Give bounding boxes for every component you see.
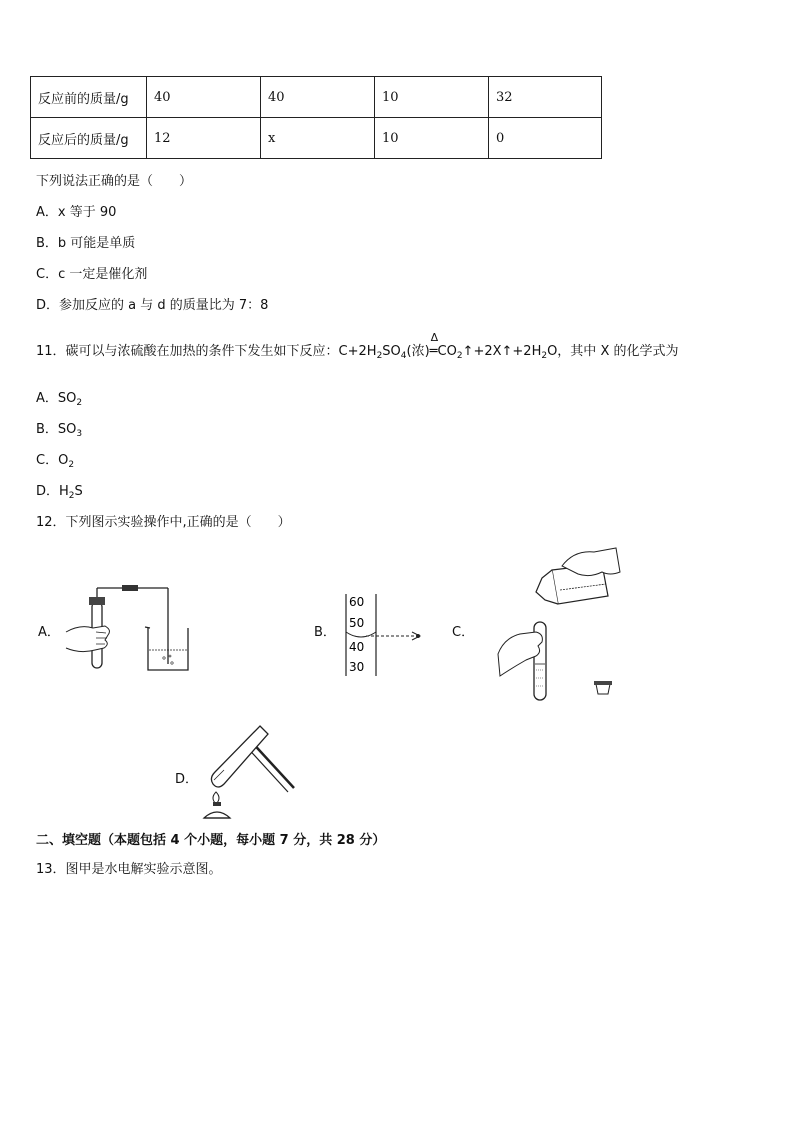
table-cell: 10 <box>375 77 489 118</box>
table-cell: 12 <box>147 118 261 159</box>
q12-label-a[interactable]: A． <box>38 625 60 640</box>
q10-option-c[interactable]: C．c 一定是催化剂 <box>36 267 148 282</box>
cylinder-tick-60: 60 <box>349 595 365 609</box>
table-cell: 40 <box>147 77 261 118</box>
cylinder-tick-40: 40 <box>349 640 365 654</box>
q10-option-a[interactable]: A．x 等于 90 <box>36 205 117 220</box>
table-row <box>31 118 602 159</box>
q10-option-d[interactable]: D．参加反应的 a 与 d 的质量比为 7：8 <box>36 298 269 313</box>
q11-option-b[interactable]: B．$SO_3$ <box>36 422 83 439</box>
q12-label-c[interactable]: C． <box>452 625 475 640</box>
q11-stem: 11．碳可以与浓硫酸在加热的条件下发生如下反应：$C+2H_2SO_4$(浓) Δ $═CO_2↑+2X↑+2H_2O$，其中 X 的化学式为 <box>36 331 679 361</box>
q12-label-b[interactable]: B． <box>314 625 336 640</box>
heating-test-tube-figure <box>198 722 300 822</box>
table-cell: 40 <box>261 77 375 118</box>
q11-option-c[interactable]: C．$O_2$ <box>36 453 75 470</box>
graduated-cylinder-figure <box>340 592 430 678</box>
table-cell: 10 <box>375 118 489 159</box>
cylinder-tick-50: 50 <box>349 616 365 630</box>
q13-stem: 13．图甲是水电解实验示意图。 <box>36 862 222 877</box>
row-label: 反应后的质量/g <box>31 118 147 159</box>
table-row <box>31 77 602 118</box>
eye-icon <box>416 634 420 638</box>
q11-option-d[interactable]: D．$H_2S$ <box>36 484 83 501</box>
table-cell: x <box>261 118 375 159</box>
table-cell: 32 <box>489 77 602 118</box>
airtightness-check-figure <box>60 580 200 675</box>
table-cell: 0 <box>489 118 602 159</box>
section-title: 二、填空题（本题包括 4 个小题，每小题 7 分，共 28 分） <box>36 833 386 848</box>
q12-stem: 12．下列图示实验操作中,正确的是（ ） <box>36 515 291 530</box>
q11-option-a[interactable]: A．$SO_2$ <box>36 391 83 408</box>
row-label: 反应前的质量/g <box>31 77 147 118</box>
cylinder-tick-30: 30 <box>349 660 365 674</box>
q10-stem: 下列说法正确的是（ ） <box>36 174 193 189</box>
q10-option-b[interactable]: B．b 可能是单质 <box>36 236 136 251</box>
heat-equals-sign: Δ ═ <box>429 331 439 359</box>
q12-label-d[interactable]: D． <box>175 772 199 787</box>
mass-table <box>30 76 602 159</box>
pouring-liquid-figure <box>490 542 625 704</box>
